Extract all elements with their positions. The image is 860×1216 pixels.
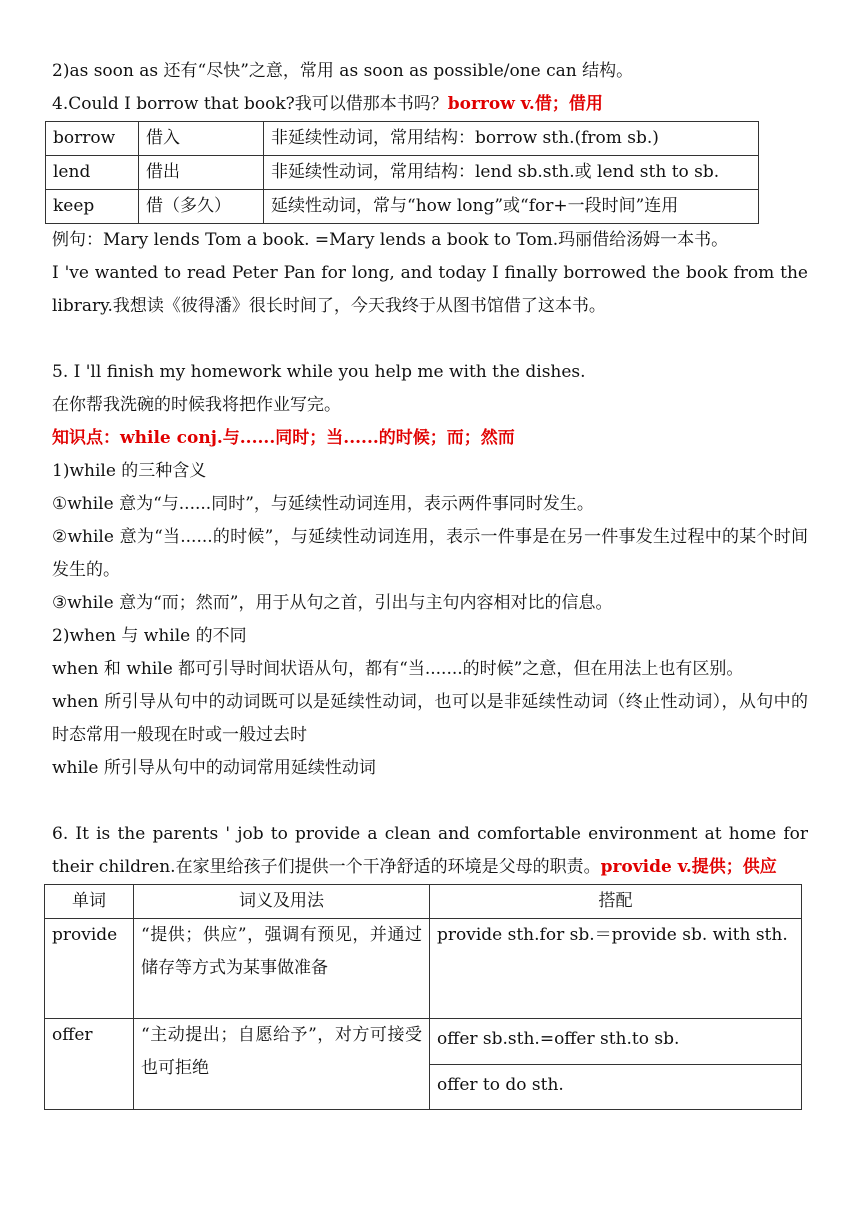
item-5-translation: 在你帮我洗碗的时候我将把作业写完。 [52,395,341,415]
meaning-1: ①while 意为“与......同时”，与延续性动词连用，表示两件事同时发生。 [52,494,594,514]
table-cell: offer to do sth. [430,1065,802,1110]
item-5-heading-1: 1)while 的三种含义 [52,461,207,481]
item-5-point: 知识点：while conj.与......同时；当......的时候；而；然而 [52,428,515,448]
table-cell: offer sb.sth.=offer sth.to sb. [430,1019,802,1065]
table-cell: 延续性动词，常与“how long”或“for+一段时间”连用 [264,190,759,224]
line-as-soon-as: 2)as soon as 还有“尽快”之意，常用 as soon as possible/one can 结构。 [52,61,634,81]
meaning-2: ②while 意为“当......的时候”，与延续性动词连用，表示一件事是在另一件事发生过程中的某个时间发生的。 [52,527,808,580]
document-page [52,55,808,1110]
table-cell: 非延续性动词，常用结构：borrow sth.(from sb.) [264,122,759,156]
table-row [45,1019,802,1065]
item-4-heading [52,88,808,121]
borrow-lend-keep-table [45,121,759,224]
item-6-paragraph [52,818,808,884]
provide-offer-table [44,884,802,1110]
header-cell: 单词 [45,885,134,919]
when-while-paragraph-2: when 所引导从句中的动词既可以是延续性动词，也可以是非延续性动词（终止性动词），从句中的时态常用一般现在时或一般过去时 [52,692,808,745]
item-5-sentence: 5. I 'll finish my homework while you help me with the dishes. [52,362,586,382]
table-cell: “提供；供应”，强调有预见，并通过储存等方式为某事做准备 [134,919,430,1019]
table-cell: provide sth.for sb.＝provide sb. with sth. [430,919,802,1019]
table-cell: 借入 [139,122,264,156]
table-cell: lend [46,156,139,190]
header-cell: 搭配 [430,885,802,919]
example-1: 例句：Mary lends Tom a book. =Mary lends a book to Tom.玛丽借给汤姆一本书。 [52,230,729,250]
item-5-heading-2: 2)when 与 while 的不同 [52,626,247,646]
item-6-keyword: provide v.提供；供应 [600,857,777,877]
table-cell: offer [45,1019,134,1110]
header-cell: 词义及用法 [134,885,430,919]
table-row [46,122,759,156]
item-4-sentence: 4.Could I borrow that book?我可以借那本书吗？ [52,94,448,114]
table-row [46,190,759,224]
table-cell: 借（多久） [139,190,264,224]
table-cell: “主动提出；自愿给予”，对方可接受也可拒绝 [134,1019,430,1110]
table-cell: borrow [46,122,139,156]
table-cell: 借出 [139,156,264,190]
table-cell: keep [46,190,139,224]
meaning-3: ③while 意为“而；然而”，用于从句之首，引出与主句内容相对比的信息。 [52,593,613,613]
table-cell: 非延续性动词，常用结构：lend sb.sth.或 lend sth to sb. [264,156,759,190]
table-cell: provide [45,919,134,1019]
item-6-sentence: 6. It is the parents ' job to provide a clean and comfortable environment at home for their children.在家里给孩子们提供一个干净舒适的环境是父母的职责。 [52,824,808,877]
example-2: I 've wanted to read Peter Pan for long, and today I finally borrowed the book from the library.我想读《彼得潘》很长时间了，今天我终于从图书馆借了这本书。 [52,263,808,316]
when-while-paragraph-1: when 和 while 都可引导时间状语从句，都有“当.......的时候”之意，但在用法上也有区别。 [52,659,744,679]
table-row [45,919,802,1019]
when-while-paragraph-3: while 所引导从句中的动词常用延续性动词 [52,758,376,778]
table-row [46,156,759,190]
table-header-row [45,885,802,919]
item-4-keyword: borrow v.借；借用 [447,94,603,114]
